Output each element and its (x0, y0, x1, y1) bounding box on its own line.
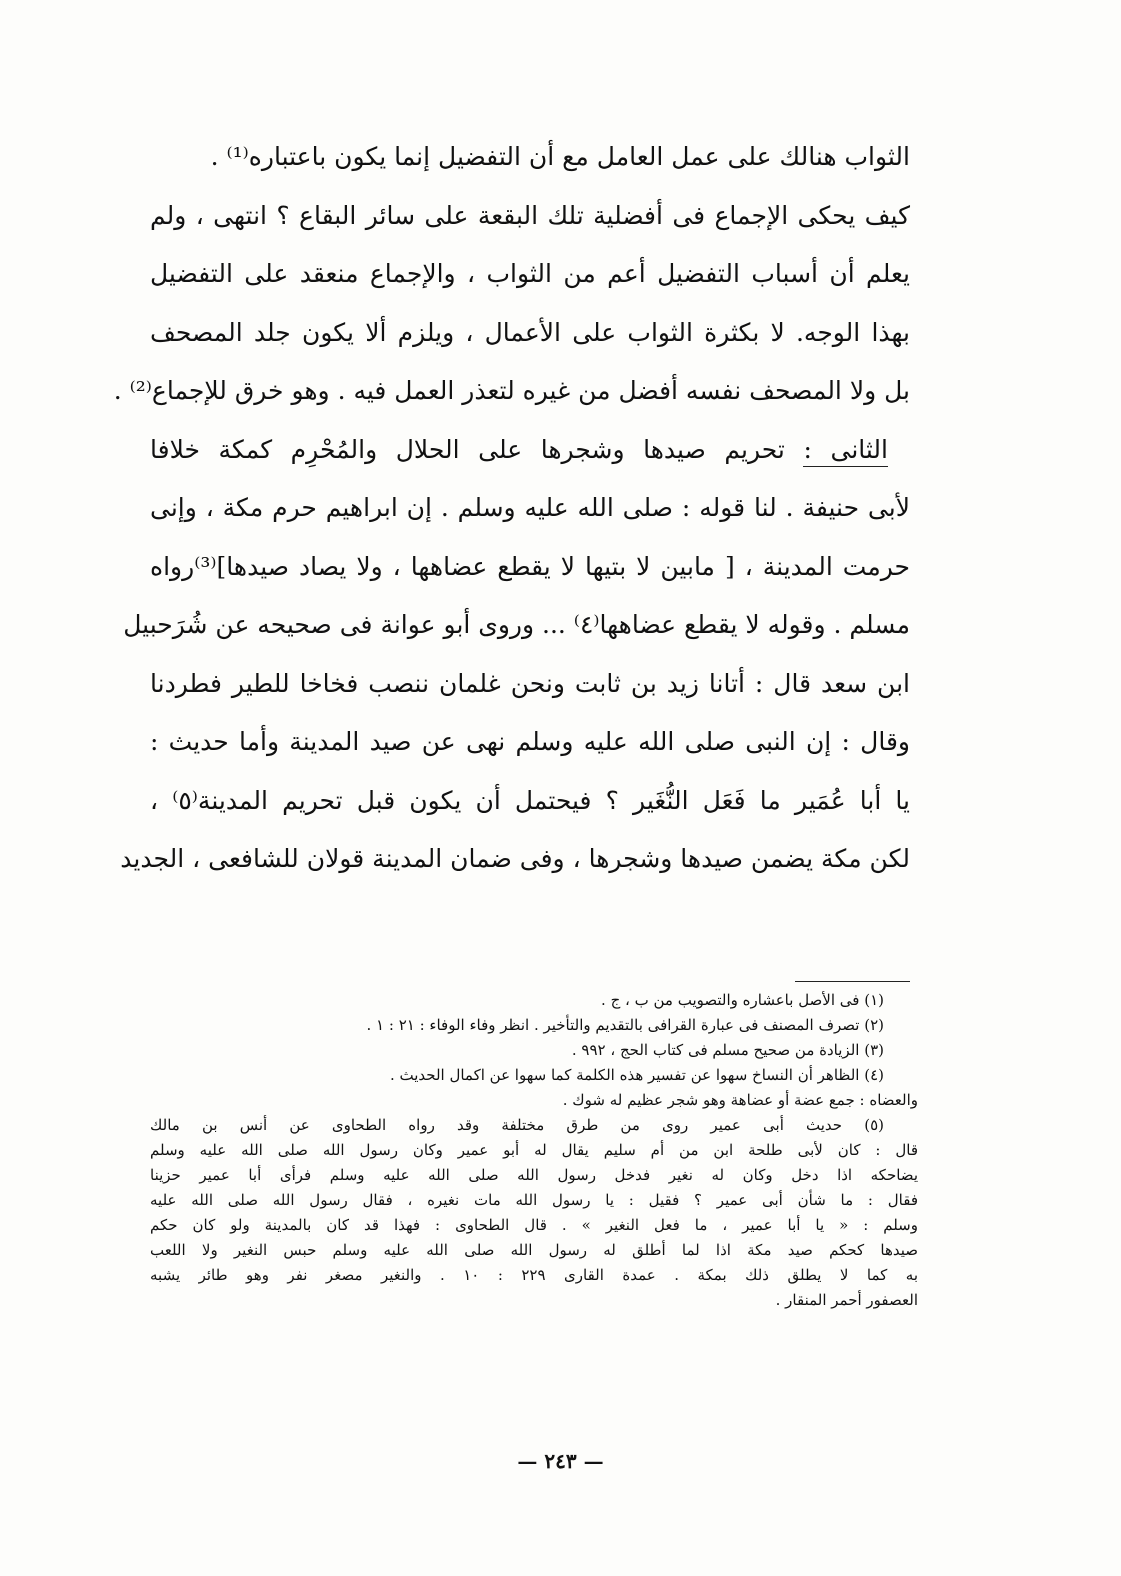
section-heading-line (150, 421, 910, 480)
footnote-line: صيدها كحكم صيد مكة اذا لما أطلق له رسول الله صلى الله عليه وسلم حبس النغير ولا اللعب (150, 1241, 918, 1259)
footnote-line: (٥) حديث أبى عمير روى من طرق مختلفة وقد رواه الطحاوى عن أنس بن مالك (150, 1116, 884, 1134)
footnote-line: (١) فى الأصل باعشاره والتصويب من ب ، ج . (601, 991, 884, 1009)
body-line: بل ولا المصحف نفسه أفضل من غيره لتعذر العمل فيه . وهو خرق للإجماع⁽²⁾ . (113, 376, 910, 405)
body-line: بهذا الوجه. لا بكثرة الثواب على الأعمال ، ويلزم ألا يكون جلد المصحف (150, 317, 910, 347)
body-line: ابن سعد قال : أتانا زيد بن ثابت ونحن غلمان ننصب فخاخا للطير فطردنا (150, 668, 910, 698)
body-line: يعلم أن أسباب التفضيل أعم من الثواب ، والإجماع منعقد على التفضيل (150, 259, 910, 288)
footnote-divider (795, 981, 910, 982)
footnote-line: يضاحكه اذا دخل وكان له نغير فدخل رسول الله صلى الله عليه وسلم فرأى أبا عمير حزينا (150, 1166, 918, 1184)
body-line: كيف يحكى الإجماع فى أفضلية تلك البقعة على سائر البقاع ؟ انتهى ، ولم (150, 200, 910, 230)
main-text (113, 128, 911, 889)
footnote-line: العصفور أحمر المنقار . (775, 1291, 918, 1309)
footnote-line: به كما لا يطلق ذلك بمكة . عمدة القارى ٢٢٩ : ١٠ . والنغير مصغر نفر وهو طائر يشبه (150, 1266, 919, 1284)
footnote-line: (٣) الزيادة من صحيح مسلم فى كتاب الحج ، ٩٩٢ . (571, 1041, 884, 1059)
body-line: يا أبا عُمَير ما فَعَل النُّغَير ؟ فيحتمل أن يكون قبل تحريم المدينة⁽٥⁾ ، (150, 785, 911, 815)
body-line: حرمت المدينة ، [ مابين لا بتيها لا يقطع عضاهها ، ولا يصاد صيدها]⁽³⁾رواه (150, 551, 910, 581)
footnote-line: قال : كان لأبى طلحة ابن من أم سليم يقال له أبو عمير وكان رسول الله صلى الله عليه وسلم (150, 1141, 918, 1159)
body-line: لأبى حنيفة . لنا قوله : صلى الله عليه وسلم . إن ابراهيم حرم مكة ، وإنى (150, 493, 910, 522)
body-line: الثواب هنالك على عمل العامل مع أن التفضيل إنما يكون باعتباره⁽¹⁾ . (210, 142, 910, 171)
page-number: — ٢٤٣ — (517, 1449, 604, 1473)
footnote-line: (٤) الظاهر أن النساخ سهوا عن تفسير هذه الكلمة كما سهوا عن اكمال الحديث . (389, 1066, 884, 1084)
section-heading-text: تحريم صيدها وشجرها على الحلال والمُحْرِم كمكة خلافا (150, 434, 804, 464)
body-line: لكن مكة يضمن صيدها وشجرها ، وفى ضمان المدينة قولان للشافعى ، الجديد (120, 844, 910, 873)
footnote-line: وسلم : « يا أبا عمير ، ما فعل النغير » . قال الطحاوى : فهذا قد كان بالمدينة ولو كان حكم (150, 1216, 918, 1234)
footnote-line: والعضاه : جمع عضة أو عضاهة وهو شجر عظيم له شوك . (562, 1091, 918, 1109)
body-line: مسلم . وقوله لا يقطع عضاهها⁽٤⁾ ... وروى أبو عوانة فى صحيحه عن شُرَحبيل (123, 610, 910, 639)
footnote-line: (٢) تصرف المصنف فى عبارة القرافى بالتقديم والتأخير . انظر وفاء الوفاء : ٢١ : ١ . (366, 1016, 884, 1034)
footnote-line: فقال : ما شأن أبى عمير ؟ فقيل : يا رسول الله مات نغيره ، فقال رسول الله صلى الله عليه (150, 1191, 918, 1209)
body-line: وقال : إن النبى صلى الله عليه وسلم نهى عن صيد المدينة وأما حديث : (150, 727, 910, 756)
footnotes (150, 988, 918, 1313)
section-heading-label: الثانى : (803, 435, 888, 467)
